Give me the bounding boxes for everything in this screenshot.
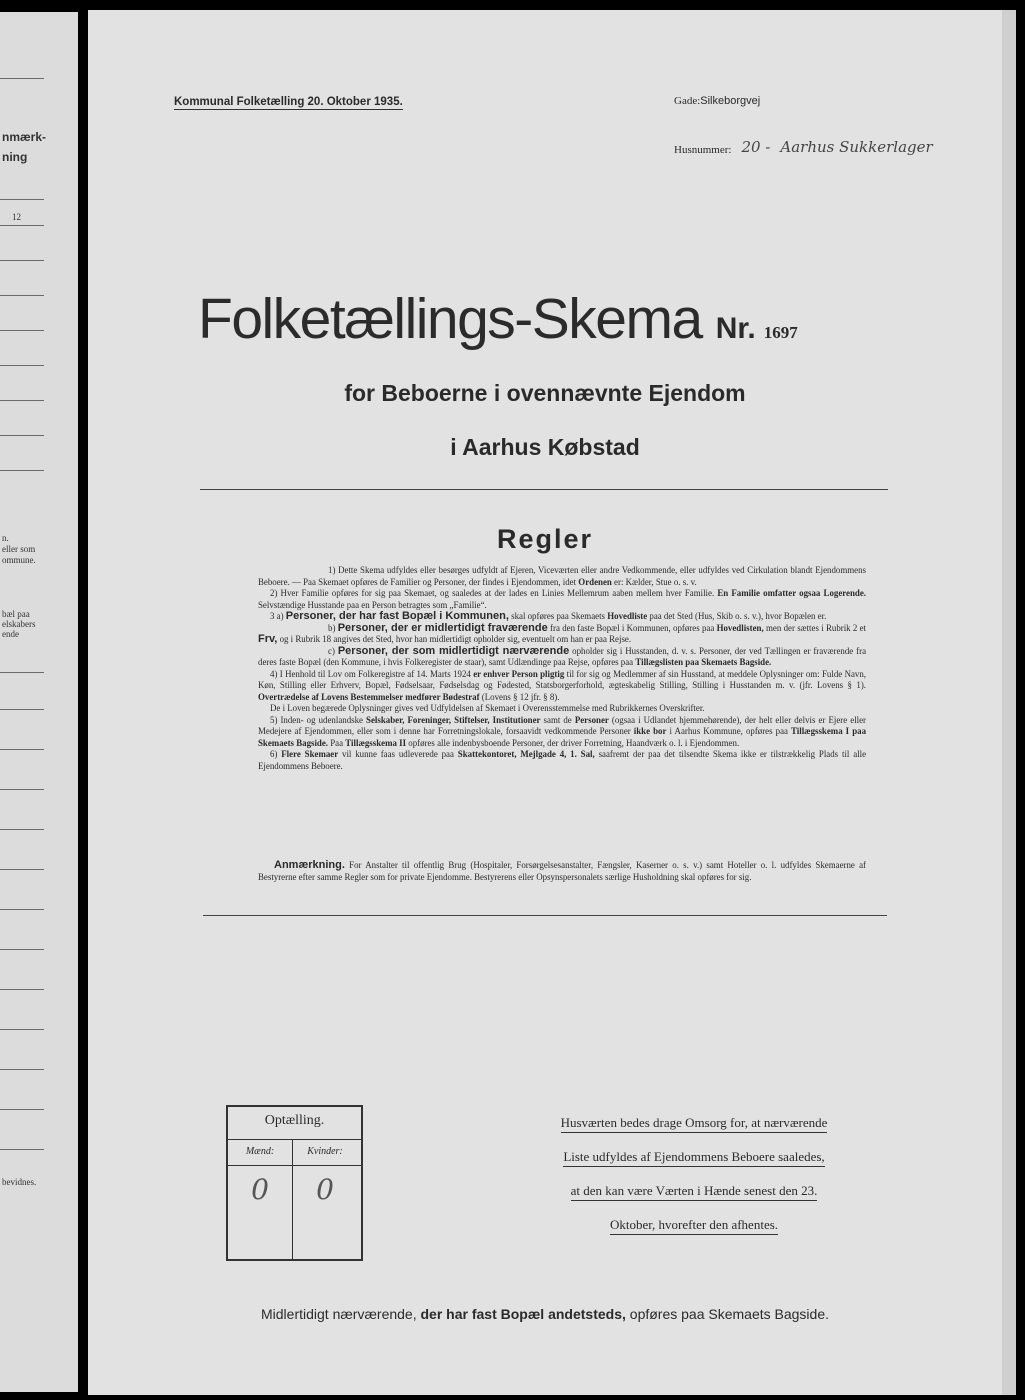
notice-line: Liste udfyldes af Ejendommens Beboere saaledes, [563,1149,824,1167]
left-fragment: eller som [2,544,36,554]
notice-line: Oktober, hvorefter den afhentes. [610,1217,778,1235]
left-fragment: ommune. [2,555,36,565]
rule-3b: b) Personer, der er midlertidigt fraværende fra den faste Bopæl i Kommunen, opføres paa Hovedlisten, men der sættes i Rubrik 2 et Frv, og i Rubrik 18 angives det Sted, hvor han midlertidigt opholder sig, eventuelt om han er paa Rejse. [258,621,867,645]
remark-label: Anmærkning. [274,859,345,871]
census-header-line: Kommunal Folketælling 20. Oktober 1935. [174,96,403,108]
left-rule [0,1109,44,1110]
left-rule [0,869,44,870]
left-rule [0,470,44,471]
left-rule [0,949,44,950]
subtitle-residents: for Beboerne i ovennævnte Ejendom [344,380,746,406]
left-rule [0,709,44,710]
left-rule [0,199,44,200]
left-rule [0,225,44,226]
title-main: Folketællings-Skema [198,287,702,351]
left-rule [0,400,44,401]
left-rule [0,330,44,331]
rule-5: 5) Inden- og udenlandske Selskaber, Foreninger, Stiftelser, Institutioner samt de Personer (ogsaa i Udlandet hjemmehørende), der helt eller delvis er Ejere eller Medejere af Ejendommen, eller som i denne har Forretningslokale, forsaavidt vedkommende Personer ikke bor i Aarhus Kommune, opføres paa Tillægsskema I paa Skemaets Bagside. Paa Tillægsskema II opføres alle indenbysboende Personer, der driver Forretning, Haandværk o. l. i Ejendommen. [258,714,867,748]
footer-bold: der har fast Bopæl andetsteds, [420,1306,626,1322]
subtitle-town: i Aarhus Købstad [450,434,640,460]
left-rule [0,789,44,790]
street-value: Silkeborgvej [700,95,761,107]
divider [203,915,887,916]
rule-6: 6) Flere Skemaer vil kunne faas udleverede paa Skattekontoret, Mejlgade 4, 1. Sal, saafremt der paa det tilsendte Skema ikke er tilstrækkelig Plads til alle Ejendommens Beboere. [258,749,867,771]
left-fragment: nmærk- [2,130,47,144]
women-count: 0 [316,1173,334,1206]
house-number-label: Husnummer: [674,144,732,156]
street-label: Gade: [674,95,701,107]
left-rule [0,989,44,990]
left-fragment: bæl paa [2,609,30,619]
handwritten-note: Aarhus Sukkerlager [780,138,933,156]
left-fragment: elskabers [2,619,36,629]
footer-note [88,1306,1002,1322]
census-form-page [88,10,1002,1395]
left-rule [0,435,44,436]
left-page-margin [0,12,78,1392]
rule-4: 4) I Henhold til Lov om Folkeregistre af 14. Marts 1924 er enhver Person pligtig til for sig og Medlemmer af sin Husstand, at meddele Oplysninger om: Fulde Navn, Køn, Stilling eller Erhverv, Bopæl, Fødselsaar, Fødselsdag og Fødested, Statsborgerforhold, ægteskabelig Stilling, Stilling i Husstanden m. v. (jfr. Lovens § 1). Overtrædelse af Lovens Bestemmelser medfører Bødestraf (Lovens § 12 jfr. § 8). [258,668,867,702]
left-fragment: 12 [12,212,21,222]
notice-line: at den kan være Værten i Hænde senest den 23. [571,1183,818,1201]
left-rule [0,78,44,79]
left-rule [0,365,44,366]
left-fragment: bevidnes. [2,1177,37,1187]
house-number-field [674,138,933,156]
title-nr-label: Nr. [715,312,756,345]
left-fragment: n. [2,533,9,543]
rule-2: 2) Hver Familie opføres for sig paa Skemaet, og saaledes at der lades en Linies Mellemrum aaben mellem hver Familie. En Familie omfatter ogsaa Logerende. Selvstændige Husstande paa en Person betragtes som „Familie“. [258,588,867,610]
left-rule [0,829,44,830]
rules-text [258,565,866,772]
footer-part: Midlertidigt nærværende, [260,1306,417,1322]
left-fragment: ning [2,150,28,164]
left-rule [0,909,44,910]
count-box-title: Optælling. [264,1113,325,1128]
rule-4-note: De i Loven begærede Oplysninger gives ved Udfyldelsen af Skemaet i Overensstemmelse med Rubrikkernes Overskrifter. [270,703,705,713]
count-box-rule [228,1165,361,1166]
rules-heading: Regler [496,524,594,554]
title-nr-value: 1697 [763,323,798,342]
left-rule [0,1029,44,1030]
divider [200,489,888,490]
count-box [226,1105,363,1261]
women-label: Kvinder: [307,1146,343,1157]
left-rule [0,260,44,261]
footer-part: opføres paa Skemaets Bagside. [629,1306,830,1322]
men-count: 0 [251,1173,269,1206]
page-edge [1002,10,1016,1395]
form-title [198,286,938,352]
men-label: Mænd: [245,1146,275,1157]
remark-paragraph [258,860,866,883]
rule-3c: c) Personer, der som midlertidigt nærværende opholder sig i Husstanden, d. v. s. Personer, der ved Tællingen er fraværende fra deres faste Bopæl (den Kommune, i hvis Folkeregister de staar), samt Udlændinge paa Rejse, opføres paa Tillægslisten paa Skemaets Bagside. [258,644,867,667]
count-box-rule [228,1139,361,1140]
left-fragment: ende [2,629,19,639]
left-rule [0,295,44,296]
street-field [674,95,760,107]
notice-line: Husværten bedes drage Omsorg for, at nærværende [561,1115,828,1133]
house-number-value: 20 - [741,138,771,156]
left-rule [0,749,44,750]
remark-text: For Anstalter til offentlig Brug (Hospitaler, Forsørgelsesanstalter, Fængsler, Kaserner o. s. v.) samt Hoteller o. l. udfyldes Skemaerne af Bestyrerne efter samme Regler som for private Ejendomme. Bestyrerens eller Opsynspersonalets særlige Husholdning skal opføres for sig. [258,860,867,882]
rule-1: 1) Dette Skema udfyldes eller besørges udfyldt af Ejeren, Viceværten eller andre Vedkommende, eller udfyldes ved Cirkulation blandt Ejendommens Beboere. — Paa Skemaet opføres de Familier og Personer, der findes i Ejendommen, idet Ordenen er: Kælder, Stue o. s. v. [258,565,866,587]
landlord-notice [524,1112,864,1248]
rule-3a: 3 a) Personer, der har fast Bopæl i Kommunen, skal opføres paa Skemaets Hovedliste paa det Sted (Hus, Skib o. s. v.), hvor Bopælen er. [270,610,827,622]
left-rule [0,672,44,673]
left-rule [0,1149,44,1150]
left-rule [0,1069,44,1070]
